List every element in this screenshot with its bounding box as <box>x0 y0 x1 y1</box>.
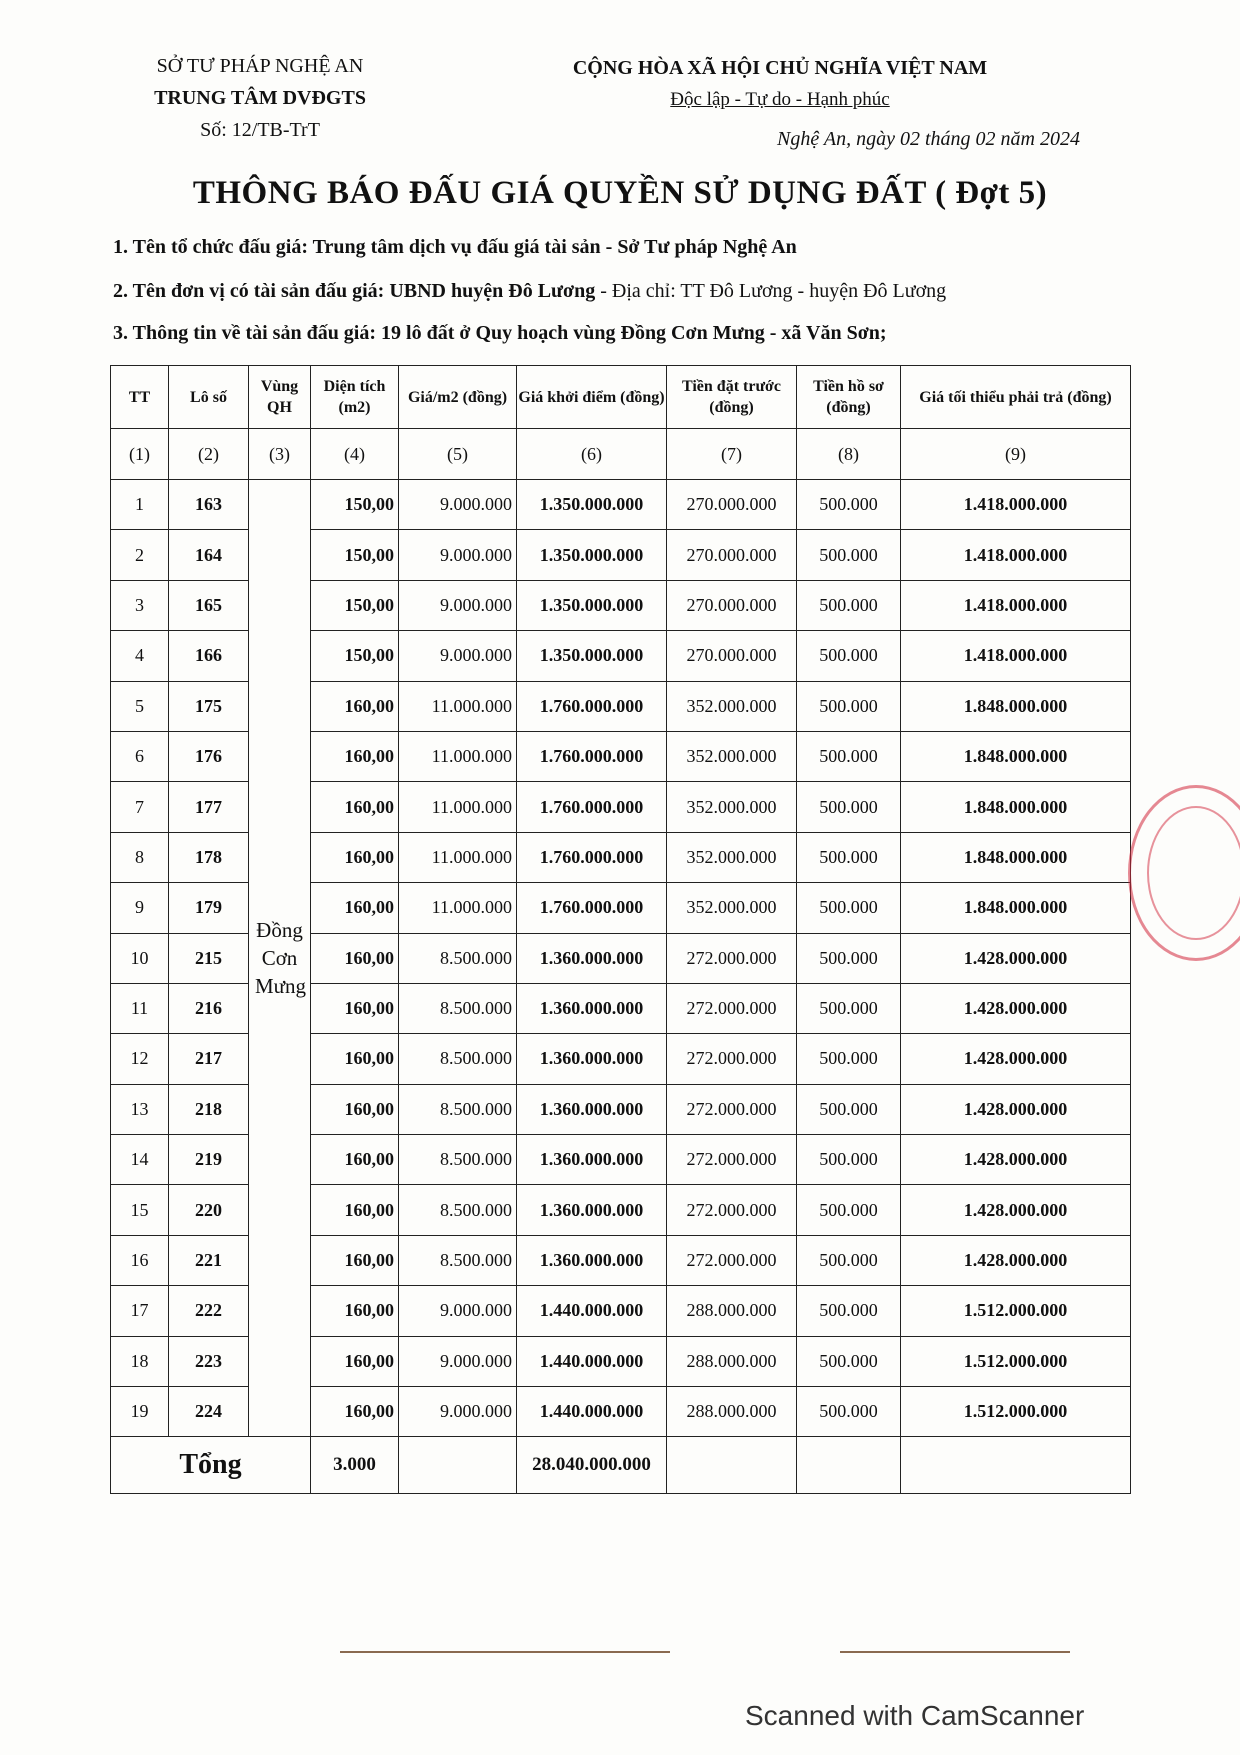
cell-start-price: 1.440.000.000 <box>517 1387 667 1437</box>
cell-price-per-m2: 11.000.000 <box>399 782 517 832</box>
cell-minimum-payment: 1.512.000.000 <box>901 1387 1131 1437</box>
cell-minimum-payment: 1.418.000.000 <box>901 480 1131 530</box>
cell-tt: 6 <box>111 731 169 781</box>
cell-price-per-m2: 11.000.000 <box>399 883 517 933</box>
cell-start-price: 1.350.000.000 <box>517 480 667 530</box>
cell-file-fee: 500.000 <box>797 1185 901 1235</box>
cell-deposit: 352.000.000 <box>667 731 797 781</box>
cell-file-fee: 500.000 <box>797 1084 901 1134</box>
cell-minimum-payment: 1.848.000.000 <box>901 681 1131 731</box>
cell-deposit: 352.000.000 <box>667 782 797 832</box>
info-item-2-value: UBND huyện Đô Lương <box>389 280 596 302</box>
cell-deposit: 352.000.000 <box>667 681 797 731</box>
cell-area: 160,00 <box>311 1034 399 1084</box>
cell-start-price: 1.760.000.000 <box>517 782 667 832</box>
document-date: Nghệ An, ngày 02 tháng 02 năm 2024 <box>777 128 1080 150</box>
cell-deposit: 272.000.000 <box>667 1185 797 1235</box>
cell-tt: 14 <box>111 1135 169 1185</box>
cell-price-per-m2: 9.000.000 <box>399 480 517 530</box>
cell-deposit: 270.000.000 <box>667 530 797 580</box>
cell-price-per-m2: 11.000.000 <box>399 832 517 882</box>
cell-price-per-m2: 8.500.000 <box>399 1235 517 1285</box>
cell-minimum-payment: 1.848.000.000 <box>901 883 1131 933</box>
cell-minimum-payment: 1.418.000.000 <box>901 631 1131 681</box>
index-cell: (8) <box>797 429 901 480</box>
cell-lot-number: 218 <box>169 1084 249 1134</box>
cell-minimum-payment: 1.428.000.000 <box>901 983 1131 1033</box>
header-cell: TT <box>111 366 169 429</box>
cell-area: 160,00 <box>311 1084 399 1134</box>
cell-area: 160,00 <box>311 933 399 983</box>
cell-start-price: 1.360.000.000 <box>517 983 667 1033</box>
nation-name: CỘNG HÒA XÃ HỘI CHỦ NGHĨA VIỆT NAM <box>572 57 988 79</box>
cell-price-per-m2: 9.000.000 <box>399 1286 517 1336</box>
cell-file-fee: 500.000 <box>797 580 901 630</box>
cell-file-fee: 500.000 <box>797 1336 901 1386</box>
cell-price-per-m2: 9.000.000 <box>399 631 517 681</box>
cell-area: 150,00 <box>311 530 399 580</box>
cell-area: 160,00 <box>311 1286 399 1336</box>
total-empty-cell <box>797 1437 901 1494</box>
cell-tt: 11 <box>111 983 169 1033</box>
cell-price-per-m2: 11.000.000 <box>399 681 517 731</box>
cell-minimum-payment: 1.428.000.000 <box>901 1084 1131 1134</box>
total-label: Tổng <box>111 1437 311 1494</box>
cell-deposit: 272.000.000 <box>667 1084 797 1134</box>
cell-minimum-payment: 1.428.000.000 <box>901 1235 1131 1285</box>
cell-deposit: 272.000.000 <box>667 1135 797 1185</box>
cell-lot-number: 216 <box>169 983 249 1033</box>
issuer-block <box>110 50 410 146</box>
index-cell: (6) <box>517 429 667 480</box>
cell-lot-number: 220 <box>169 1185 249 1235</box>
cell-start-price: 1.360.000.000 <box>517 1135 667 1185</box>
cell-lot-number: 223 <box>169 1336 249 1386</box>
cell-lot-number: 165 <box>169 580 249 630</box>
info-item-1 <box>113 236 797 259</box>
index-cell: (5) <box>399 429 517 480</box>
cell-lot-number: 177 <box>169 782 249 832</box>
cell-tt: 5 <box>111 681 169 731</box>
info-item-2 <box>113 280 946 303</box>
cell-lot-number: 224 <box>169 1387 249 1437</box>
cell-lot-number: 166 <box>169 631 249 681</box>
cell-tt: 16 <box>111 1235 169 1285</box>
header-cell: Giá/m2 (đồng) <box>399 366 517 429</box>
cell-start-price: 1.350.000.000 <box>517 580 667 630</box>
cell-planning-zone: Đồng Cơn Mưng <box>249 480 311 1437</box>
total-start-price: 28.040.000.000 <box>517 1437 667 1494</box>
cell-deposit: 288.000.000 <box>667 1286 797 1336</box>
info-item-1-value: Trung tâm dịch vụ đấu giá tài sản - Sở Tư pháp Nghệ An <box>312 236 797 258</box>
cell-price-per-m2: 8.500.000 <box>399 933 517 983</box>
index-cell: (4) <box>311 429 399 480</box>
cell-file-fee: 500.000 <box>797 530 901 580</box>
seal-ring-icon <box>1131 788 1240 958</box>
cell-tt: 3 <box>111 580 169 630</box>
column-index-row <box>111 429 1131 480</box>
cell-minimum-payment: 1.512.000.000 <box>901 1336 1131 1386</box>
cell-area: 150,00 <box>311 480 399 530</box>
cell-lot-number: 217 <box>169 1034 249 1084</box>
index-cell: (3) <box>249 429 311 480</box>
cell-minimum-payment: 1.848.000.000 <box>901 832 1131 882</box>
cell-start-price: 1.760.000.000 <box>517 832 667 882</box>
cell-lot-number: 164 <box>169 530 249 580</box>
cell-price-per-m2: 11.000.000 <box>399 731 517 781</box>
cell-minimum-payment: 1.428.000.000 <box>901 1034 1131 1084</box>
total-empty-cell <box>667 1437 797 1494</box>
cell-area: 160,00 <box>311 681 399 731</box>
cell-price-per-m2: 8.500.000 <box>399 1135 517 1185</box>
info-item-2-address: - Địa chỉ: TT Đô Lương - huyện Đô Lương <box>600 280 947 302</box>
index-cell: (7) <box>667 429 797 480</box>
cell-deposit: 270.000.000 <box>667 580 797 630</box>
cell-start-price: 1.360.000.000 <box>517 1084 667 1134</box>
cell-minimum-payment: 1.428.000.000 <box>901 1135 1131 1185</box>
cell-tt: 9 <box>111 883 169 933</box>
header-cell: Tiền hồ sơ (đồng) <box>797 366 901 429</box>
info-item-2-label: 2. Tên đơn vị có tài sản đấu giá: <box>113 280 385 302</box>
info-item-3-label: 3. Thông tin về tài sản đấu giá: <box>113 322 377 344</box>
header-cell: Giá khởi điểm (đồng) <box>517 366 667 429</box>
cell-file-fee: 500.000 <box>797 1034 901 1084</box>
cell-deposit: 288.000.000 <box>667 1387 797 1437</box>
cell-start-price: 1.360.000.000 <box>517 1235 667 1285</box>
issuer-department: SỞ TƯ PHÁP NGHỆ AN <box>156 55 364 77</box>
cell-file-fee: 500.000 <box>797 480 901 530</box>
cell-minimum-payment: 1.848.000.000 <box>901 731 1131 781</box>
cell-area: 160,00 <box>311 983 399 1033</box>
cell-tt: 2 <box>111 530 169 580</box>
cell-file-fee: 500.000 <box>797 1286 901 1336</box>
scanner-watermark: Scanned with CamScanner <box>745 1700 1085 1731</box>
cell-tt: 10 <box>111 933 169 983</box>
cell-file-fee: 500.000 <box>797 883 901 933</box>
cell-price-per-m2: 8.500.000 <box>399 983 517 1033</box>
auction-lots-table <box>110 365 1131 1494</box>
header-cell: Tiền đặt trước (đồng) <box>667 366 797 429</box>
cell-price-per-m2: 8.500.000 <box>399 1185 517 1235</box>
cell-minimum-payment: 1.848.000.000 <box>901 782 1131 832</box>
table-row <box>111 480 1131 530</box>
info-item-1-label: 1. Tên tổ chức đấu giá: <box>113 236 308 258</box>
header-cell: Giá tối thiểu phải trả (đồng) <box>901 366 1131 429</box>
cell-deposit: 270.000.000 <box>667 631 797 681</box>
cell-tt: 12 <box>111 1034 169 1084</box>
national-heading <box>520 52 1040 116</box>
red-seal-stamp <box>1128 785 1240 961</box>
cell-deposit: 272.000.000 <box>667 983 797 1033</box>
cell-tt: 17 <box>111 1286 169 1336</box>
cell-area: 150,00 <box>311 580 399 630</box>
document-number: Số: 12/TB-TrT <box>200 119 320 141</box>
cell-start-price: 1.760.000.000 <box>517 731 667 781</box>
cell-lot-number: 215 <box>169 933 249 983</box>
cell-tt: 8 <box>111 832 169 882</box>
cell-minimum-payment: 1.428.000.000 <box>901 933 1131 983</box>
cell-start-price: 1.760.000.000 <box>517 883 667 933</box>
cell-file-fee: 500.000 <box>797 1135 901 1185</box>
cell-price-per-m2: 9.000.000 <box>399 530 517 580</box>
cell-price-per-m2: 9.000.000 <box>399 1336 517 1386</box>
index-cell: (2) <box>169 429 249 480</box>
cell-start-price: 1.760.000.000 <box>517 681 667 731</box>
info-item-3-value: 19 lô đất ở Quy hoạch vùng Đồng Cơn Mưng - xã Văn Sơn; <box>381 322 887 344</box>
cell-deposit: 352.000.000 <box>667 832 797 882</box>
cell-lot-number: 175 <box>169 681 249 731</box>
cell-file-fee: 500.000 <box>797 731 901 781</box>
cell-tt: 4 <box>111 631 169 681</box>
cell-price-per-m2: 8.500.000 <box>399 1034 517 1084</box>
total-area: 3.000 <box>311 1437 399 1494</box>
cell-lot-number: 176 <box>169 731 249 781</box>
cell-lot-number: 222 <box>169 1286 249 1336</box>
cell-area: 150,00 <box>311 631 399 681</box>
cell-tt: 15 <box>111 1185 169 1235</box>
cell-area: 160,00 <box>311 1235 399 1285</box>
cell-file-fee: 500.000 <box>797 631 901 681</box>
cell-minimum-payment: 1.418.000.000 <box>901 580 1131 630</box>
cell-area: 160,00 <box>311 1387 399 1437</box>
national-motto: Độc lập - Tự do - Hạnh phúc <box>670 89 890 110</box>
cell-area: 160,00 <box>311 1185 399 1235</box>
cell-file-fee: 500.000 <box>797 983 901 1033</box>
cell-minimum-payment: 1.512.000.000 <box>901 1286 1131 1336</box>
document-title: THÔNG BÁO ĐẤU GIÁ QUYỀN SỬ DỤNG ĐẤT ( Đợt 5) <box>192 175 1048 211</box>
header-cell: Vùng QH <box>249 366 311 429</box>
index-cell: (9) <box>901 429 1131 480</box>
cell-tt: 7 <box>111 782 169 832</box>
cell-file-fee: 500.000 <box>797 1235 901 1285</box>
cell-deposit: 272.000.000 <box>667 1235 797 1285</box>
cell-lot-number: 179 <box>169 883 249 933</box>
cell-area: 160,00 <box>311 883 399 933</box>
cell-file-fee: 500.000 <box>797 681 901 731</box>
cell-file-fee: 500.000 <box>797 933 901 983</box>
cell-minimum-payment: 1.428.000.000 <box>901 1185 1131 1235</box>
footer-divider-right <box>840 1651 1070 1653</box>
cell-lot-number: 163 <box>169 480 249 530</box>
cell-deposit: 288.000.000 <box>667 1336 797 1386</box>
cell-deposit: 272.000.000 <box>667 933 797 983</box>
cell-price-per-m2: 9.000.000 <box>399 1387 517 1437</box>
cell-price-per-m2: 9.000.000 <box>399 580 517 630</box>
cell-lot-number: 221 <box>169 1235 249 1285</box>
cell-start-price: 1.440.000.000 <box>517 1286 667 1336</box>
index-cell: (1) <box>111 429 169 480</box>
cell-start-price: 1.350.000.000 <box>517 631 667 681</box>
cell-file-fee: 500.000 <box>797 1387 901 1437</box>
cell-tt: 19 <box>111 1387 169 1437</box>
cell-start-price: 1.360.000.000 <box>517 1185 667 1235</box>
cell-start-price: 1.360.000.000 <box>517 933 667 983</box>
cell-lot-number: 178 <box>169 832 249 882</box>
cell-start-price: 1.350.000.000 <box>517 530 667 580</box>
cell-tt: 13 <box>111 1084 169 1134</box>
cell-tt: 18 <box>111 1336 169 1386</box>
issuer-center: TRUNG TÂM DVĐGTS <box>154 87 366 109</box>
cell-deposit: 270.000.000 <box>667 480 797 530</box>
cell-file-fee: 500.000 <box>797 782 901 832</box>
cell-minimum-payment: 1.418.000.000 <box>901 530 1131 580</box>
cell-area: 160,00 <box>311 832 399 882</box>
cell-area: 160,00 <box>311 731 399 781</box>
cell-deposit: 272.000.000 <box>667 1034 797 1084</box>
cell-start-price: 1.440.000.000 <box>517 1336 667 1386</box>
info-item-3 <box>113 322 887 345</box>
footer-divider-left <box>340 1651 670 1653</box>
cell-tt: 1 <box>111 480 169 530</box>
total-empty-cell <box>399 1437 517 1494</box>
cell-deposit: 352.000.000 <box>667 883 797 933</box>
table-header-row <box>111 366 1131 429</box>
total-empty-cell <box>901 1437 1131 1494</box>
cell-area: 160,00 <box>311 782 399 832</box>
cell-area: 160,00 <box>311 1336 399 1386</box>
cell-price-per-m2: 8.500.000 <box>399 1084 517 1134</box>
cell-lot-number: 219 <box>169 1135 249 1185</box>
cell-area: 160,00 <box>311 1135 399 1185</box>
cell-file-fee: 500.000 <box>797 832 901 882</box>
header-cell: Diện tích (m2) <box>311 366 399 429</box>
total-row <box>111 1437 1131 1494</box>
cell-start-price: 1.360.000.000 <box>517 1034 667 1084</box>
header-cell: Lô số <box>169 366 249 429</box>
